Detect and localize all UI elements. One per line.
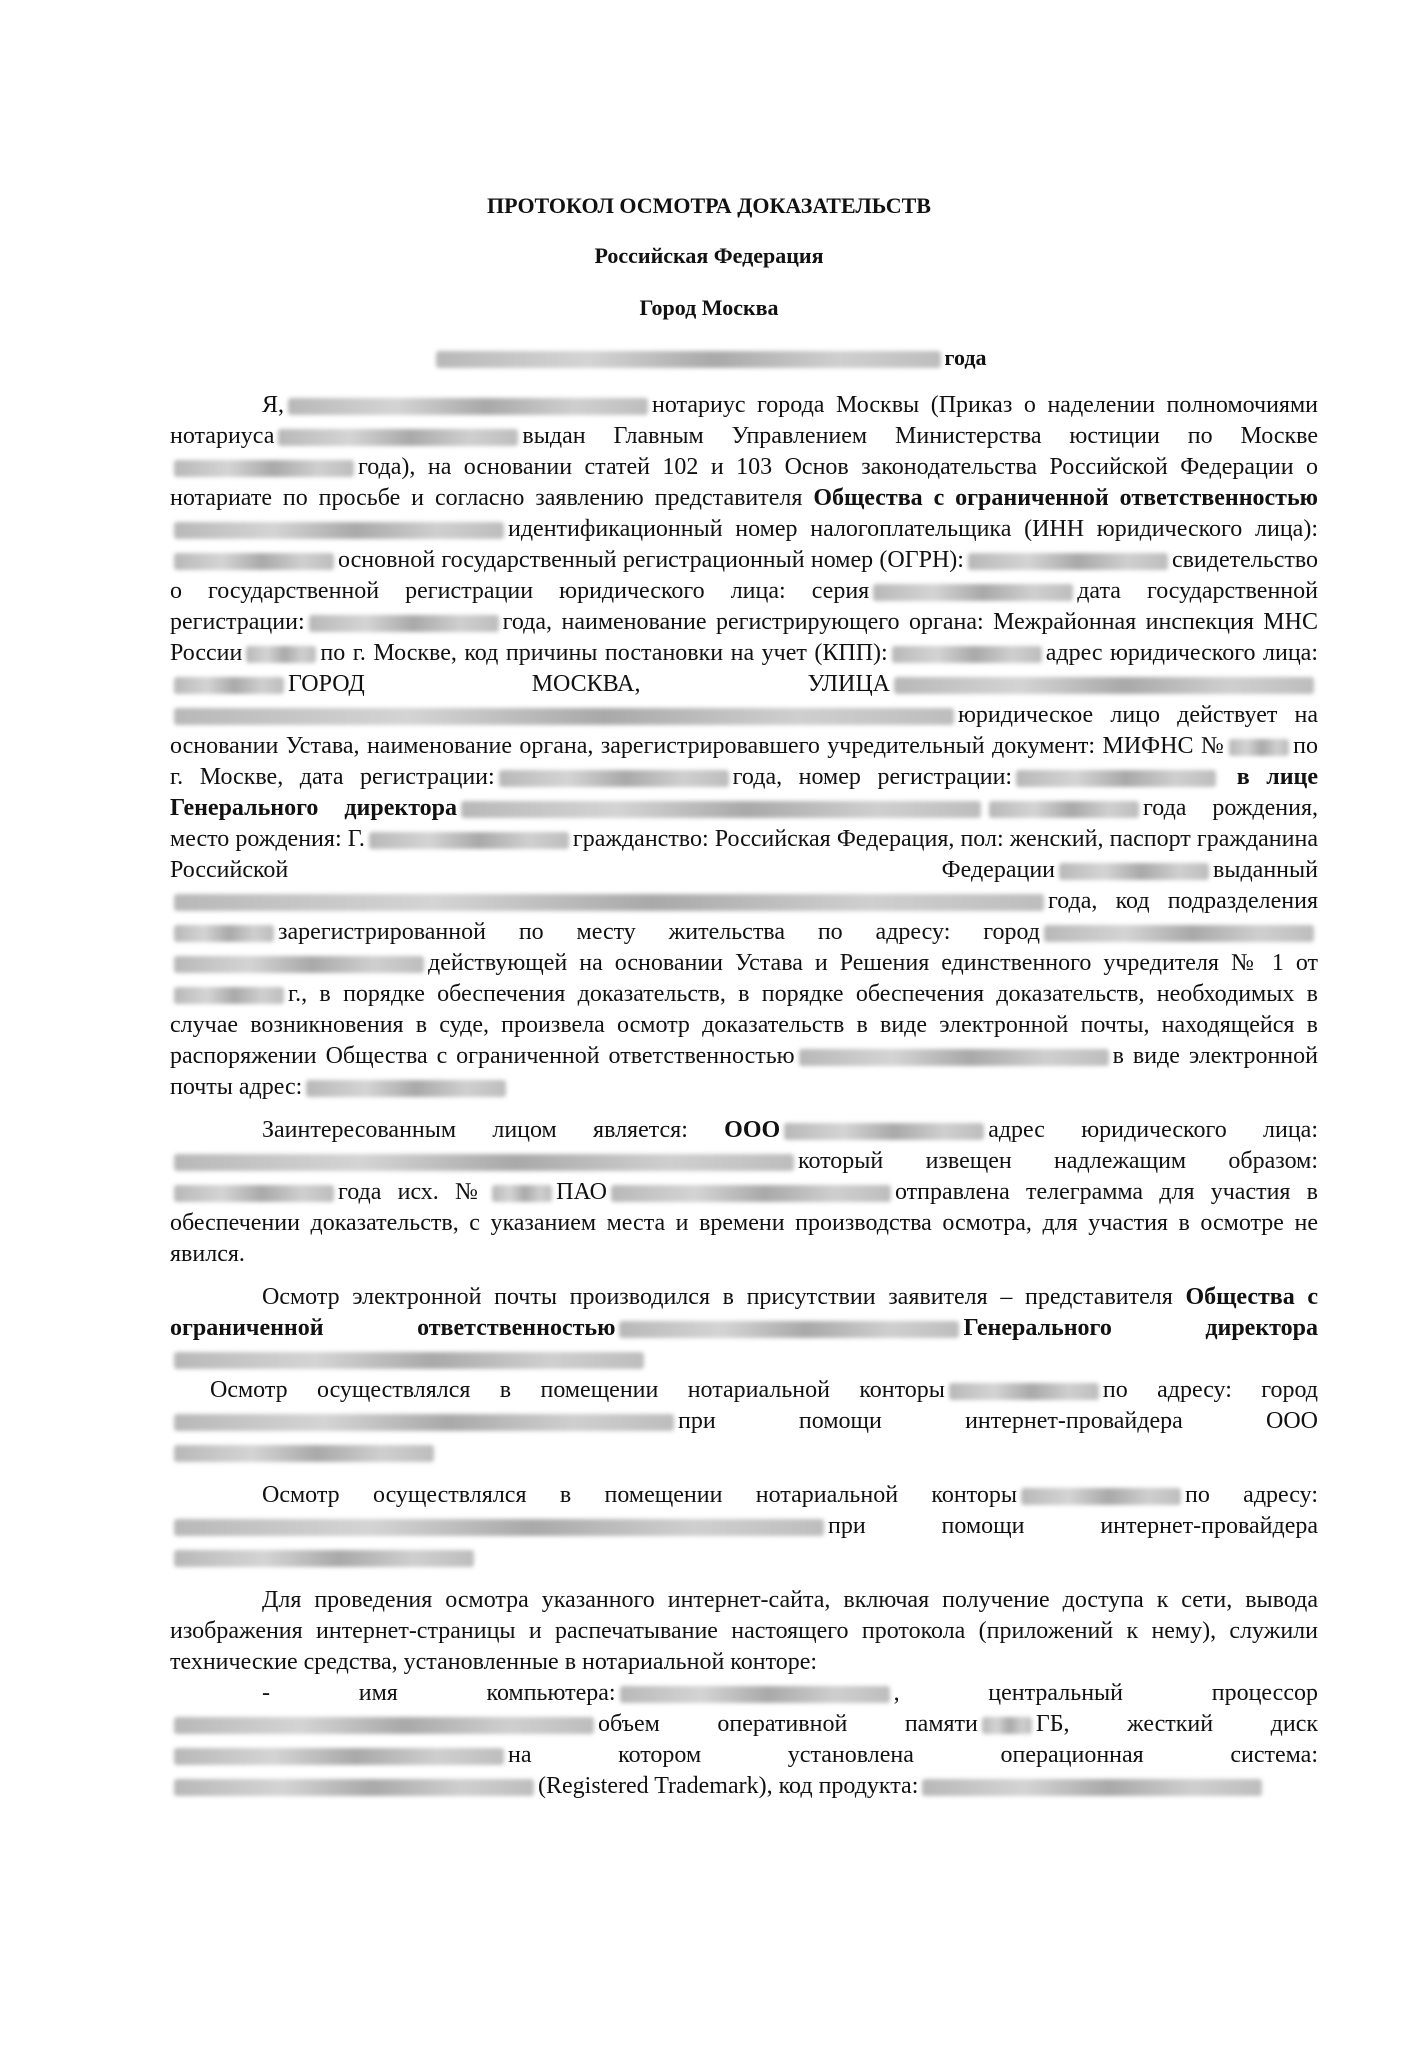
paragraph-location-1 [170, 1375, 1318, 1468]
redacted-field [309, 615, 499, 632]
text-segment: нотариус города Москвы (Приказ о наделении полномочиями нотариуса [170, 392, 1318, 449]
redacted-field [1016, 770, 1216, 787]
text-segment: Общества с ограниченной ответственностью [170, 1284, 1319, 1341]
redacted-field [492, 1185, 552, 1202]
text-segment: ООО [724, 1117, 781, 1143]
redacted-field [246, 646, 316, 663]
text-segment: Осмотр осуществлялся в помещении нотариальной конторы [210, 1377, 945, 1403]
redacted-field [174, 925, 274, 942]
text-segment: идентификационный номер налогоплательщика (ИНН юридического лица): [508, 516, 1318, 542]
redacted-field [922, 1779, 1262, 1796]
redacted-field [1059, 863, 1209, 880]
redacted-field [873, 584, 1073, 601]
redacted-field [174, 1352, 644, 1369]
redacted-field [174, 1185, 334, 1202]
redacted-field [1021, 1488, 1181, 1505]
text-segment: отправлена телеграмма для участия в обеспечении доказательств, с указанием места и времени производства осмотра, для участия в осмотре не явился. [170, 1179, 1319, 1267]
redacted-field [174, 1717, 594, 1734]
date-suffix: года [944, 345, 987, 370]
redacted-field [174, 553, 334, 570]
text-segment: зарегистрированной по месту жительства по адресу: город [278, 919, 1040, 945]
text-segment: Заинтересованным лицом является: [262, 1117, 688, 1143]
document-body [170, 390, 1318, 1802]
text-segment: адрес юридического лица: [988, 1117, 1318, 1143]
redacted-field [461, 801, 981, 818]
text-segment: при помощи интернет-провайдера ООО [678, 1408, 1318, 1434]
document-title: ПРОТОКОЛ ОСМОТРА ДОКАЗАТЕЛЬСТВ [487, 193, 931, 218]
text-segment: года, наименование регистрирующего органа: Межрайонная инспекция МНС России [170, 609, 1318, 666]
redacted-field [306, 1080, 506, 1097]
text-segment: Общества с ограниченной ответственностью [813, 485, 1319, 511]
text-segment: ГОРОД МОСКВА, УЛИЦА [288, 671, 890, 697]
text-segment: Генерального директора [963, 1315, 1318, 1341]
text-segment: объем оперативной памяти [598, 1711, 978, 1737]
text-segment: года рождения, место рождения: Г. [170, 795, 1318, 852]
redacted-field [278, 429, 518, 446]
redacted-field [1229, 739, 1289, 756]
text-segment: Я, [262, 392, 285, 418]
text-segment: года, номер регистрации: [732, 764, 1013, 790]
text-segment: свидетельство о государственной регистрации юридического лица: серия [170, 547, 1318, 604]
redacted-field [784, 1123, 984, 1140]
text-segment: года исх. № [338, 1179, 489, 1205]
text-segment: по г. Москве, код причины постановки на учет (КПП): [320, 640, 888, 666]
redacted-field [174, 1550, 474, 1567]
text-segment: который извещен надлежащим образом: [798, 1148, 1318, 1174]
paragraph-location-2 [170, 1480, 1318, 1573]
text-segment: основной государственный регистрационный номер (ОГРН): [338, 547, 964, 573]
redacted-field [174, 1519, 824, 1536]
text-segment: ГБ, жесткий диск [1035, 1711, 1319, 1737]
text-segment: при помощи интернет-провайдера [828, 1513, 1318, 1539]
redacted-field [989, 801, 1139, 818]
redacted-field [174, 1414, 674, 1431]
redacted-field [949, 1383, 1099, 1400]
redacted-field [968, 553, 1168, 570]
text-segment: на котором установлена операционная система: [508, 1742, 1318, 1768]
redacted-field [174, 677, 284, 694]
text-segment: в лице Генерального директора [170, 764, 1318, 821]
text-segment: года), на основании статей 102 и 103 Основ законодательства Российской Федерации о нотариате по просьбе и согласно заявлению представителя [170, 454, 1318, 511]
text-segment: выдан Главным Управлением Министерства юстиции по Москве [522, 423, 1318, 449]
city-heading: Город Москва [639, 295, 779, 320]
paragraph-interested-party [170, 1115, 1318, 1270]
text-segment: по г. Москве, дата регистрации: [170, 733, 1318, 790]
text-segment: года, код подразделения [1048, 888, 1318, 914]
paragraph-computer [170, 1678, 1318, 1802]
text-segment: ПАО [556, 1179, 607, 1205]
redacted-field [174, 708, 954, 725]
text-segment: (Registered Trademark), код продукта: [538, 1773, 919, 1799]
redacted-field [288, 398, 648, 415]
redacted-field [369, 832, 569, 849]
redacted-field [174, 460, 354, 477]
redacted-field [894, 677, 1314, 694]
redacted-field [174, 522, 504, 539]
redacted-field [174, 894, 1044, 911]
redacted-field [619, 1321, 959, 1338]
text-segment: адрес юридического лица: [1045, 640, 1318, 666]
paragraph-applicant [170, 390, 1318, 1103]
text-segment: действующей на основании Устава и Решения единственного учредителя № 1 от [428, 950, 1318, 976]
text-segment: , центральный процессор [893, 1680, 1318, 1706]
redacted-field [620, 1686, 890, 1703]
redacted-field [499, 770, 729, 787]
redacted-field [1044, 925, 1314, 942]
text-segment: дата государственной регистрации: [170, 578, 1318, 635]
country-heading: Российская Федерация [594, 243, 824, 268]
redacted-field [892, 646, 1042, 663]
text-segment: юридическое лицо действует на основании Устава, наименование органа, зарегистрировавшего учредительный документ: МИФНС № [170, 702, 1318, 759]
redacted-field [799, 1049, 1109, 1066]
text-segment: гражданство: Российская Федерация, пол: женский, паспорт гражданина Российской Федерации [170, 826, 1318, 883]
redacted-field [982, 1717, 1032, 1734]
text-segment: г., в порядке обеспечения доказательств, в порядке обеспечения доказательств, необходимых в случае возникновения в суде, произвела осмотр доказательств в виде электронной почты, находящейся в распоряжении Общества с ограниченной ответственностью [170, 981, 1318, 1069]
redacted-field [174, 987, 284, 1004]
text-segment: в виде электронной почты адрес: [170, 1043, 1318, 1100]
redacted-field [174, 1154, 794, 1171]
paragraph-presence [170, 1282, 1318, 1375]
text-segment: Осмотр электронной почты производился в присутствии заявителя – представителя [262, 1284, 1173, 1310]
redacted-field [174, 1748, 504, 1765]
text-segment: по адресу: [1184, 1482, 1318, 1508]
redacted-field [174, 956, 424, 973]
text-segment: - имя компьютера: [262, 1680, 616, 1706]
document-date [0, 345, 1418, 371]
redacted-date [436, 351, 941, 368]
redacted-field [611, 1185, 891, 1202]
text-segment: по адресу: город [1102, 1377, 1318, 1403]
paragraph-tech-means: Для проведения осмотра указанного интернет-сайта, включая получение доступа к сети, вывода изображения интернет-страницы и распечатывание настоящего протокола (приложений к нему), служили технические средства, установленные в нотариальной конторе: [170, 1587, 1318, 1675]
text-segment: выданный [1213, 857, 1318, 883]
redacted-field [174, 1445, 434, 1462]
redacted-field [174, 1779, 534, 1796]
text-segment: Осмотр осуществлялся в помещении нотариальной конторы [262, 1482, 1017, 1508]
